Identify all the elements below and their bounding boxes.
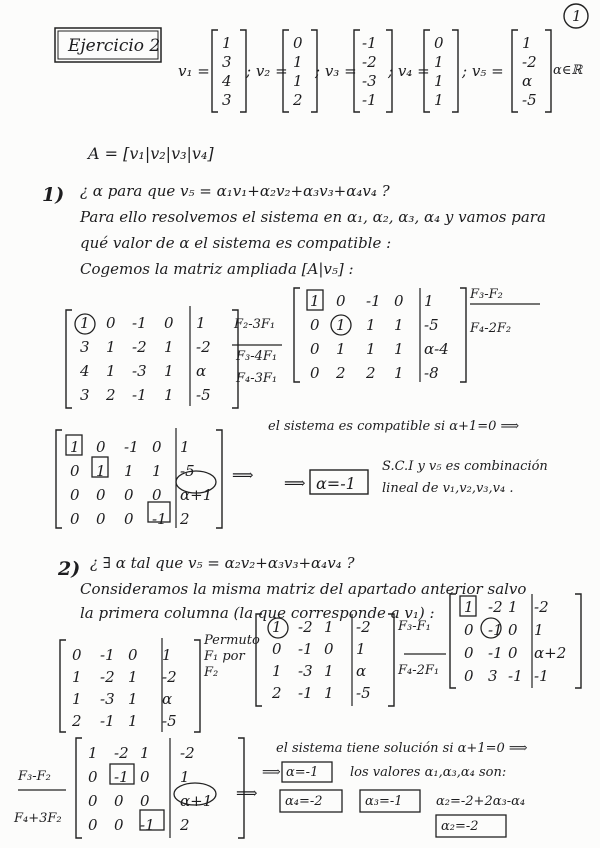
- vector-entry: -2: [362, 53, 377, 71]
- matrix-entry: 1: [464, 598, 474, 616]
- matrix-entry: 0: [508, 644, 518, 662]
- matrix-entry: 1: [336, 316, 346, 334]
- matrix-entry: 0: [310, 364, 320, 382]
- matrix-entry: 1: [272, 662, 282, 680]
- v5-label: ; v₅ =: [462, 62, 504, 80]
- matrix-entry: 1: [272, 618, 282, 636]
- matrix-entry: 1: [164, 386, 174, 404]
- vector-entry: 1: [522, 34, 532, 52]
- matrix-entry: 4: [80, 362, 90, 380]
- solution-alpha: α=-1: [286, 765, 319, 780]
- matrix-entry: -2: [534, 598, 549, 616]
- row-operation: F₃-F₂: [470, 287, 503, 302]
- alpha-domain: α∈ℝ: [553, 63, 583, 78]
- matrix-entry: 0: [96, 510, 106, 528]
- row-operation: F₃-F₂: [18, 769, 51, 784]
- matrix-entry: 0: [72, 646, 82, 664]
- matrix-entry: 0: [140, 792, 150, 810]
- vector-entry: 1: [293, 53, 303, 71]
- matrix-entry: -2: [180, 744, 195, 762]
- row-operation: F₄-2F₁: [398, 663, 440, 678]
- matrix-entry: 1: [128, 668, 138, 686]
- row-operation: F₂-3F₁: [234, 317, 276, 332]
- matrix-entry: -5: [180, 462, 195, 480]
- matrix-entry: α+1: [180, 792, 213, 810]
- matrix-entry: 1: [534, 621, 544, 639]
- matrix-entry: -1: [100, 646, 115, 664]
- matrix-entry: 1: [394, 316, 404, 334]
- matrix-entry: 1: [162, 646, 172, 664]
- vector-entry: -1: [362, 91, 377, 109]
- matrix-entry: 1: [324, 684, 334, 702]
- matrix-entry: 1: [80, 314, 90, 332]
- matrix-entry: 2: [366, 364, 376, 382]
- vector-entry: 3: [222, 91, 232, 109]
- alpha2-value: α₂=-2: [441, 819, 479, 834]
- vector-entry: 1: [293, 72, 303, 90]
- matrix-entry: α-4: [424, 340, 449, 358]
- matrix-entry: -1: [132, 314, 147, 332]
- matrix-entry: 0: [88, 816, 98, 834]
- permute-note-3: F₂: [204, 665, 219, 680]
- solution-text-1: el sistema tiene solución si α+1=0 ⟹: [276, 741, 528, 756]
- matrix-entry: 3: [488, 667, 498, 685]
- matrix-a-definition: A = [v₁|v₂|v₃|v₄]: [88, 144, 214, 163]
- matrix-entry: 0: [96, 486, 106, 504]
- matrix-entry: 2: [72, 712, 82, 730]
- vector-entry: 1: [434, 72, 444, 90]
- matrix-entry: 0: [96, 438, 106, 456]
- matrix-entry: -2: [356, 618, 371, 636]
- matrix-entry: 2: [272, 684, 282, 702]
- part2-text-line2: la primera columna (la que corresponde a v₁) :: [80, 604, 435, 622]
- matrix-entry: -2: [196, 338, 211, 356]
- matrix-entry: 1: [140, 744, 150, 762]
- matrix-entry: -3: [100, 690, 115, 708]
- matrix-entry: α: [162, 690, 173, 708]
- row-operation: F₄-3F₁: [236, 371, 278, 386]
- compatibility-text: el sistema es compatible si α+1=0 ⟹: [268, 419, 520, 434]
- matrix-entry: 0: [310, 340, 320, 358]
- matrix-entry: 0: [70, 510, 80, 528]
- matrix-entry: 1: [324, 618, 334, 636]
- matrix-entry: 2: [180, 816, 190, 834]
- matrix-entry: 1: [180, 768, 190, 786]
- matrix-entry: -1: [132, 386, 147, 404]
- matrix-entry: -2: [114, 744, 129, 762]
- vector-entry: α: [522, 72, 533, 90]
- matrix-entry: -1: [140, 816, 155, 834]
- matrix-entry: 1: [88, 744, 98, 762]
- matrix-entry: -1: [124, 438, 139, 456]
- vector-entry: -1: [362, 34, 377, 52]
- matrix-entry: 1: [164, 362, 174, 380]
- matrix-entry: 0: [124, 486, 134, 504]
- matrix-entry: 0: [508, 621, 518, 639]
- matrix-entry: α+1: [180, 486, 213, 504]
- part1-text-line1: Para ello resolvemos el sistema en α₁, α₂, α₃, α₄ y vamos para: [80, 208, 546, 226]
- permute-note-2: F₁ por: [204, 649, 245, 664]
- row-operation: F₃-4F₁: [236, 349, 278, 364]
- permute-note-1: Permuto: [204, 633, 260, 648]
- row-operation: F₄+3F₂: [14, 811, 62, 826]
- matrix-entry: -2: [132, 338, 147, 356]
- alpha-result: α=-1: [316, 474, 356, 493]
- matrix-entry: -1: [298, 640, 313, 658]
- matrix-entry: 1: [366, 316, 376, 334]
- vector-entry: 0: [293, 34, 303, 52]
- matrix-entry: -5: [424, 316, 439, 334]
- row-operation: F₄-2F₂: [470, 321, 512, 336]
- matrix-entry: 1: [424, 292, 434, 310]
- matrix-entry: 0: [272, 640, 282, 658]
- matrix-entry: 0: [128, 646, 138, 664]
- vector-entry: 2: [293, 91, 303, 109]
- matrix-entry: 1: [508, 598, 518, 616]
- part1-question: ¿ α para que v₅ = α₁v₁+α₂v₂+α₃v₃+α₄v₄ ?: [80, 182, 390, 200]
- matrix-entry: 0: [152, 486, 162, 504]
- matrix-entry: 1: [106, 338, 116, 356]
- exercise-title: Ejercicio 2: [68, 36, 161, 56]
- matrix-entry: -1: [488, 621, 503, 639]
- matrix-entry: 0: [464, 621, 474, 639]
- v3-label: ; v₃ =: [315, 62, 357, 80]
- part2-question: ¿ ∃ α tal que v₅ = α₂v₂+α₃v₃+α₄v₄ ?: [90, 554, 355, 572]
- matrix-entry: 3: [80, 386, 90, 404]
- matrix-entry: 1: [70, 438, 80, 456]
- vector-entry: 1: [434, 53, 444, 71]
- matrix-entry: -3: [132, 362, 147, 380]
- matrix-entry: 0: [114, 816, 124, 834]
- matrix-entry: 0: [152, 438, 162, 456]
- solution-text-2: los valores α₁,α₃,α₄ son:: [350, 765, 507, 780]
- matrix-entry: 1: [180, 438, 190, 456]
- part1-text-line2: qué valor de α el sistema es compatible :: [80, 234, 392, 252]
- matrix-entry: -5: [162, 712, 177, 730]
- matrix-entry: 1: [324, 662, 334, 680]
- matrix-entry: 1: [128, 712, 138, 730]
- vector-entry: -3: [362, 72, 377, 90]
- matrix-entry: -1: [152, 510, 167, 528]
- vector-entry: 1: [434, 91, 444, 109]
- matrix-entry: 0: [114, 792, 124, 810]
- matrix-entry: -1: [366, 292, 381, 310]
- part1-text-line3: Cogemos la matriz ampliada [A|v₅] :: [80, 260, 354, 278]
- v1-label: v₁ =: [178, 62, 210, 80]
- matrix-entry: -3: [298, 662, 313, 680]
- vector-entry: 1: [222, 34, 232, 52]
- matrix-entry: α+2: [534, 644, 567, 662]
- matrix-entry: 3: [80, 338, 90, 356]
- matrix-entry: -5: [356, 684, 371, 702]
- matrix-entry: 1: [128, 690, 138, 708]
- alpha2-expression: α₂=-2+2α₃-α₄: [436, 794, 526, 809]
- alpha4-value: α₄=-2: [285, 794, 323, 809]
- matrix-entry: -1: [100, 712, 115, 730]
- arrow-3: ⟹: [236, 784, 258, 802]
- vector-entry: 4: [222, 72, 232, 90]
- sci-line1: S.C.I y v₅ es combinación: [382, 459, 548, 474]
- matrix-entry: α: [356, 662, 367, 680]
- matrix-entry: -1: [534, 667, 549, 685]
- matrix-entry: 1: [366, 340, 376, 358]
- matrix-entry: 0: [70, 486, 80, 504]
- matrix-entry: -2: [100, 668, 115, 686]
- matrix-entry: -1: [298, 684, 313, 702]
- matrix-entry: -1: [114, 768, 129, 786]
- vector-entry: -5: [522, 91, 537, 109]
- matrix-entry: 0: [88, 768, 98, 786]
- matrix-entry: -1: [508, 667, 523, 685]
- matrix-entry: 2: [336, 364, 346, 382]
- part1-number: 1): [42, 184, 65, 206]
- matrix-entry: 1: [310, 292, 320, 310]
- matrix-entry: -8: [424, 364, 439, 382]
- row-operation: F₃-F₁: [398, 619, 431, 634]
- part2-number: 2): [58, 558, 81, 580]
- matrix-entry: 0: [464, 667, 474, 685]
- arrow-2: ⟹: [284, 474, 306, 492]
- matrix-entry: 0: [140, 768, 150, 786]
- matrix-entry: 1: [96, 462, 106, 480]
- matrix-entry: 0: [336, 292, 346, 310]
- vector-entry: 3: [222, 53, 232, 71]
- matrix-entry: -5: [196, 386, 211, 404]
- matrix-entry: 1: [152, 462, 162, 480]
- vector-entry: 0: [434, 34, 444, 52]
- matrix-entry: 0: [324, 640, 334, 658]
- alpha3-value: α₃=-1: [365, 794, 403, 809]
- matrix-entry: -1: [488, 644, 503, 662]
- v4-label: ; v₄ =: [388, 62, 430, 80]
- matrix-entry: 1: [356, 640, 366, 658]
- matrix-entry: 0: [310, 316, 320, 334]
- matrix-entry: 0: [394, 292, 404, 310]
- matrix-entry: 1: [336, 340, 346, 358]
- matrix-entry: -2: [488, 598, 503, 616]
- matrix-entry: 0: [464, 644, 474, 662]
- matrix-entry: -2: [298, 618, 313, 636]
- vector-entry: -2: [522, 53, 537, 71]
- matrix-entry: 0: [164, 314, 174, 332]
- matrix-entry: 1: [394, 364, 404, 382]
- matrix-entry: 1: [72, 690, 82, 708]
- matrix-entry: 1: [72, 668, 82, 686]
- matrix-entry: 2: [180, 510, 190, 528]
- part2-text-line1: Consideramos la misma matriz del apartado anterior salvo: [80, 580, 527, 598]
- matrix-entry: 0: [70, 462, 80, 480]
- matrix-entry: -2: [162, 668, 177, 686]
- sci-line2: lineal de v₁,v₂,v₃,v₄ .: [382, 481, 514, 496]
- matrix-entry: 0: [106, 314, 116, 332]
- matrix-entry: α: [196, 362, 207, 380]
- matrix-entry: 1: [196, 314, 206, 332]
- solution-arrow: ⟹: [262, 765, 281, 780]
- matrix-entry: 1: [394, 340, 404, 358]
- matrix-entry: 1: [124, 462, 134, 480]
- matrix-entry: 0: [88, 792, 98, 810]
- arrow-1: ⟹: [232, 466, 254, 484]
- page-number: 1: [572, 7, 582, 25]
- matrix-entry: 1: [164, 338, 174, 356]
- matrix-entry: 2: [106, 386, 116, 404]
- v2-label: ; v₂ =: [246, 62, 288, 80]
- matrix-entry: 0: [124, 510, 134, 528]
- matrix-entry: 1: [106, 362, 116, 380]
